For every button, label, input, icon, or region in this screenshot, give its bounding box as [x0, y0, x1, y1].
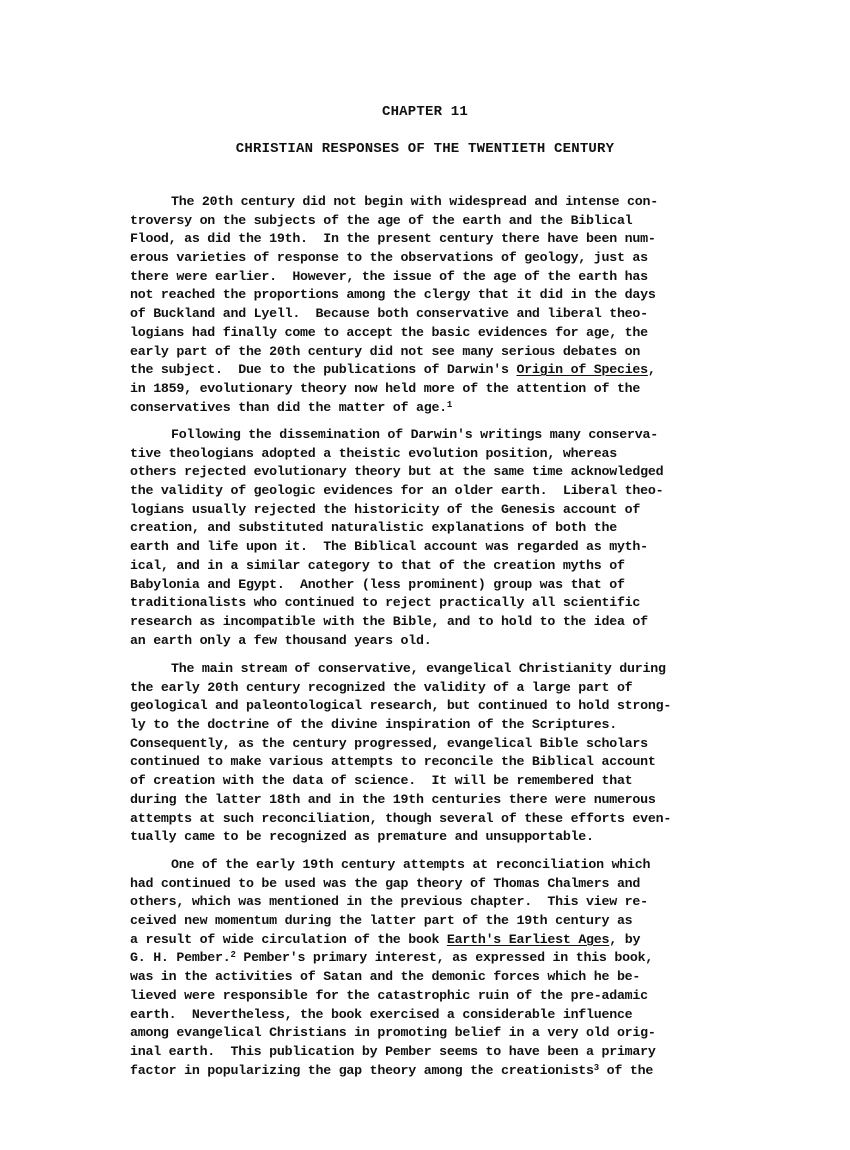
text-line: tually came to be recognized as premature and unsupportable. — [130, 829, 594, 845]
text-line: earth. Nevertheless, the book exercised a considerable influence — [130, 1006, 633, 1022]
text-segment: of the — [598, 1062, 654, 1078]
text-segment: , by — [609, 931, 641, 947]
text-line: others, which was mentioned in the previous chapter. This view re- — [130, 894, 648, 910]
text-line: Following the dissemination of Darwin's writings many conserva- — [171, 427, 658, 442]
text-line: traditionalists who continued to reject practically all scientific — [130, 595, 641, 611]
text-line: during the latter 18th and in the 19th centuries there were numerous — [130, 791, 656, 807]
chapter-title: CHRISTIAN RESPONSES OF THE TWENTIETH CENTURY — [235, 141, 615, 157]
text-line — [130, 931, 720, 950]
text-line — [130, 361, 720, 380]
paragraph-4 — [130, 856, 720, 1080]
text-line: creation, and substituted naturalistic explanations of both the — [130, 520, 617, 536]
text-line — [130, 399, 720, 418]
text-line: others rejected evolutionary theory but at the same time acknowledged — [130, 464, 664, 480]
text-line — [130, 1062, 720, 1081]
text-line: continued to make various attempts to reconcile the Biblical account — [130, 754, 656, 770]
text-segment: , — [647, 362, 656, 378]
text-line: The 20th century did not begin with widespread and intense con- — [171, 194, 658, 209]
book-title-origin-of-species: Origin of Species — [516, 362, 648, 378]
text-line: ical, and in a similar category to that of the creation myths of — [130, 557, 625, 573]
text-segment: G. H. Pember. — [130, 950, 231, 966]
text-segment: factor in popularizing the gap theory among the creationists — [130, 1062, 594, 1078]
paragraph-3 — [130, 660, 720, 847]
text-line: erous varieties of response to the observations of geology, just as — [130, 250, 648, 266]
text-line: the early 20th century recognized the validity of a large part of — [130, 679, 633, 695]
text-line: not reached the proportions among the clergy that it did in the days — [130, 287, 656, 303]
text-line: ceived new momentum during the latter part of the 19th century as — [130, 913, 633, 929]
text-line: earth and life upon it. The Biblical account was regarded as myth- — [130, 539, 648, 555]
text-line: Babylonia and Egypt. Another (less prominent) group was that of — [130, 576, 625, 592]
text-line: was in the activities of Satan and the demonic forces which he be- — [130, 969, 641, 985]
text-segment: Pember's primary interest, as expressed in this book, — [235, 950, 654, 966]
text-line: ly to the doctrine of the divine inspiration of the Scriptures. — [130, 717, 617, 733]
text-line: inal earth. This publication by Pember seems to have been a primary — [130, 1043, 656, 1059]
text-line: One of the early 19th century attempts at reconciliation which — [171, 857, 651, 872]
footnote-marker-3: 3 — [593, 1062, 599, 1073]
text-line: lieved were responsible for the catastrophic ruin of the pre-adamic — [130, 987, 648, 1003]
text-line: attempts at such reconciliation, though several of these efforts even- — [130, 810, 672, 826]
text-line: an earth only a few thousand years old. — [130, 632, 432, 648]
text-line: The main stream of conservative, evangelical Christianity during — [171, 661, 666, 676]
text-line: Consequently, as the century progressed, evangelical Bible scholars — [130, 735, 648, 751]
text-line: among evangelical Christians in promoting belief in a very old orig- — [130, 1025, 656, 1041]
text-line — [130, 949, 720, 968]
text-line: troversy on the subjects of the age of the earth and the Biblical — [130, 212, 633, 228]
text-line: Flood, as did the 19th. In the present century there have been num- — [130, 231, 656, 247]
chapter-label: CHAPTER 11 — [381, 104, 468, 120]
text-segment: conservatives than did the matter of age. — [130, 399, 447, 415]
paragraph-2 — [130, 426, 720, 650]
text-line: logians had finally come to accept the basic evidences for age, the — [130, 324, 648, 340]
text-line: logians usually rejected the historicity of the Genesis account of — [130, 501, 641, 517]
text-segment: a result of wide circulation of the book — [130, 931, 447, 947]
text-line: tive theologians adopted a theistic evolution position, whereas — [130, 445, 617, 461]
text-line: geological and paleontological research, but continued to hold strong- — [130, 698, 672, 714]
book-title-earths-earliest-ages: Earth's Earliest Ages — [446, 931, 610, 947]
text-line: of Buckland and Lyell. Because both conservative and liberal theo- — [130, 306, 648, 322]
text-line: of creation with the data of science. It will be remembered that — [130, 773, 633, 789]
text-line: research as incompatible with the Bible, and to hold to the idea of — [130, 613, 648, 629]
footnote-marker-2: 2 — [230, 950, 236, 961]
text-line: early part of the 20th century did not see many serious debates on — [130, 343, 641, 359]
footnote-marker-1: 1 — [446, 399, 453, 410]
paragraph-1 — [130, 193, 720, 417]
text-segment: the subject. Due to the publications of Darwin's — [130, 362, 517, 378]
text-line: the validity of geologic evidences for an older earth. Liberal theo- — [130, 483, 664, 499]
text-line: had continued to be used was the gap theory of Thomas Chalmers and — [130, 875, 641, 891]
text-line: there were earlier. However, the issue of the age of the earth has — [130, 268, 648, 284]
text-line: in 1859, evolutionary theory now held more of the attention of the — [130, 380, 641, 396]
